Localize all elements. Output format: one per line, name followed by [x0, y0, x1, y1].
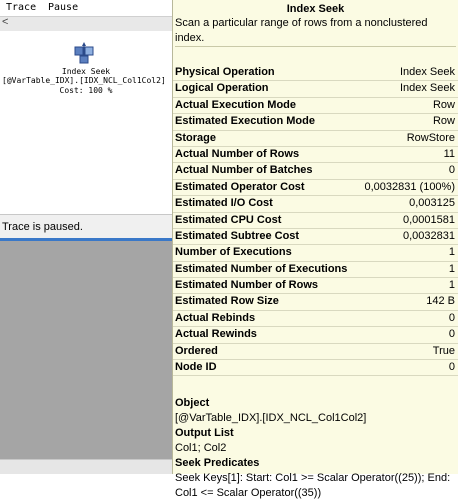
property-value: 0,0032831	[403, 229, 455, 242]
bottom-strip	[0, 459, 172, 474]
trace-label: Trace	[6, 2, 37, 13]
property-row	[173, 278, 458, 294]
property-value: 0	[448, 311, 455, 324]
query-plan-pane	[0, 0, 172, 474]
property-value: Index Seek	[399, 82, 455, 95]
tooltip-description: Scan a particular range of rows from a nonclustered index.	[175, 17, 428, 44]
property-row	[173, 344, 458, 360]
property-row	[173, 180, 458, 196]
property-key: Estimated CPU Cost	[175, 213, 282, 226]
property-row	[173, 114, 458, 130]
property-row	[173, 163, 458, 179]
property-value: 0,003125	[409, 197, 455, 210]
index-seek-icon[interactable]	[72, 41, 96, 65]
property-key: Actual Rewinds	[175, 328, 257, 341]
property-value: 0	[448, 328, 455, 341]
property-key: Actual Number of Batches	[175, 164, 313, 177]
output-list-section	[173, 426, 458, 456]
plan-canvas	[0, 31, 172, 213]
output-list-heading: Output List	[175, 427, 234, 440]
pause-label[interactable]: Pause	[48, 2, 79, 13]
object-heading: Object	[175, 397, 210, 410]
property-row	[173, 196, 458, 212]
property-key: Actual Number of Rows	[175, 147, 300, 160]
property-row	[173, 81, 458, 97]
property-row	[173, 131, 458, 147]
property-key: Estimated Row Size	[175, 295, 279, 308]
scroll-left-arrow[interactable]: <	[2, 16, 9, 28]
property-key: Logical Operation	[175, 82, 269, 95]
property-row	[173, 262, 458, 278]
tooltip-separator	[175, 46, 456, 47]
property-value: 1	[448, 262, 455, 275]
property-value: 1	[448, 246, 455, 259]
property-value: Row	[432, 98, 455, 111]
seek-predicates-line-1: Seek Keys[1]: Start: Col1 >= Scalar Operator((25)); End:	[175, 472, 451, 485]
seek-predicates-section	[173, 456, 458, 501]
horizontal-scrollbar[interactable]	[0, 16, 172, 32]
property-key: Node ID	[175, 361, 217, 374]
property-value: RowStore	[406, 131, 455, 144]
tooltip-title: Index Seek	[286, 3, 345, 15]
property-key: Physical Operation	[175, 66, 275, 78]
operator-name: Index Seek	[61, 67, 111, 76]
property-value: True	[432, 344, 455, 357]
status-text: Trace is paused.	[2, 221, 83, 233]
property-key: Estimated Number of Executions	[175, 262, 348, 275]
empty-panel	[0, 241, 172, 474]
property-value: 0,0001581	[403, 213, 455, 226]
property-key: Estimated Number of Rows	[175, 279, 319, 292]
property-value: 11	[443, 147, 455, 160]
property-key: Ordered	[175, 344, 218, 357]
object-value: [@VarTable_IDX].[IDX_NCL_Col1Col2]	[175, 412, 367, 425]
property-row	[173, 65, 458, 81]
property-value: 142 B	[426, 295, 455, 308]
property-row	[173, 327, 458, 343]
property-value: 1	[448, 279, 455, 292]
trace-toolbar	[0, 0, 172, 16]
property-row	[173, 360, 458, 376]
property-row	[173, 213, 458, 229]
property-row	[173, 294, 458, 310]
operator-tooltip	[172, 0, 458, 500]
property-value: Index Seek	[399, 66, 455, 78]
property-key: Estimated Subtree Cost	[175, 229, 300, 242]
property-key: Estimated Operator Cost	[175, 180, 305, 193]
property-key: Estimated Execution Mode	[175, 115, 315, 128]
property-value: 0	[448, 164, 455, 177]
property-key: Number of Executions	[175, 246, 292, 259]
property-row	[173, 245, 458, 261]
property-value: 0,0032831 (100%)	[364, 180, 455, 193]
operator-object: [@VarTable_IDX].[IDX_NCL_Col1Col2]	[2, 76, 166, 85]
property-row	[173, 147, 458, 163]
seek-predicates-heading: Seek Predicates	[175, 457, 260, 470]
property-row	[173, 311, 458, 327]
output-list-value: Col1; Col2	[175, 442, 227, 455]
properties-table	[173, 65, 458, 376]
property-key: Storage	[175, 131, 216, 144]
operator-cost: Cost: 100 %	[59, 86, 113, 95]
property-value: 0	[448, 361, 455, 374]
status-bar	[0, 214, 172, 238]
property-row	[173, 229, 458, 245]
property-key: Estimated I/O Cost	[175, 197, 273, 210]
property-value: Row	[432, 115, 455, 128]
property-row	[173, 98, 458, 114]
object-section	[173, 396, 458, 426]
property-key: Actual Rebinds	[175, 311, 256, 324]
property-key: Actual Execution Mode	[175, 98, 297, 111]
seek-predicates-line-2: Col1 <= Scalar Operator((35))	[175, 487, 322, 500]
